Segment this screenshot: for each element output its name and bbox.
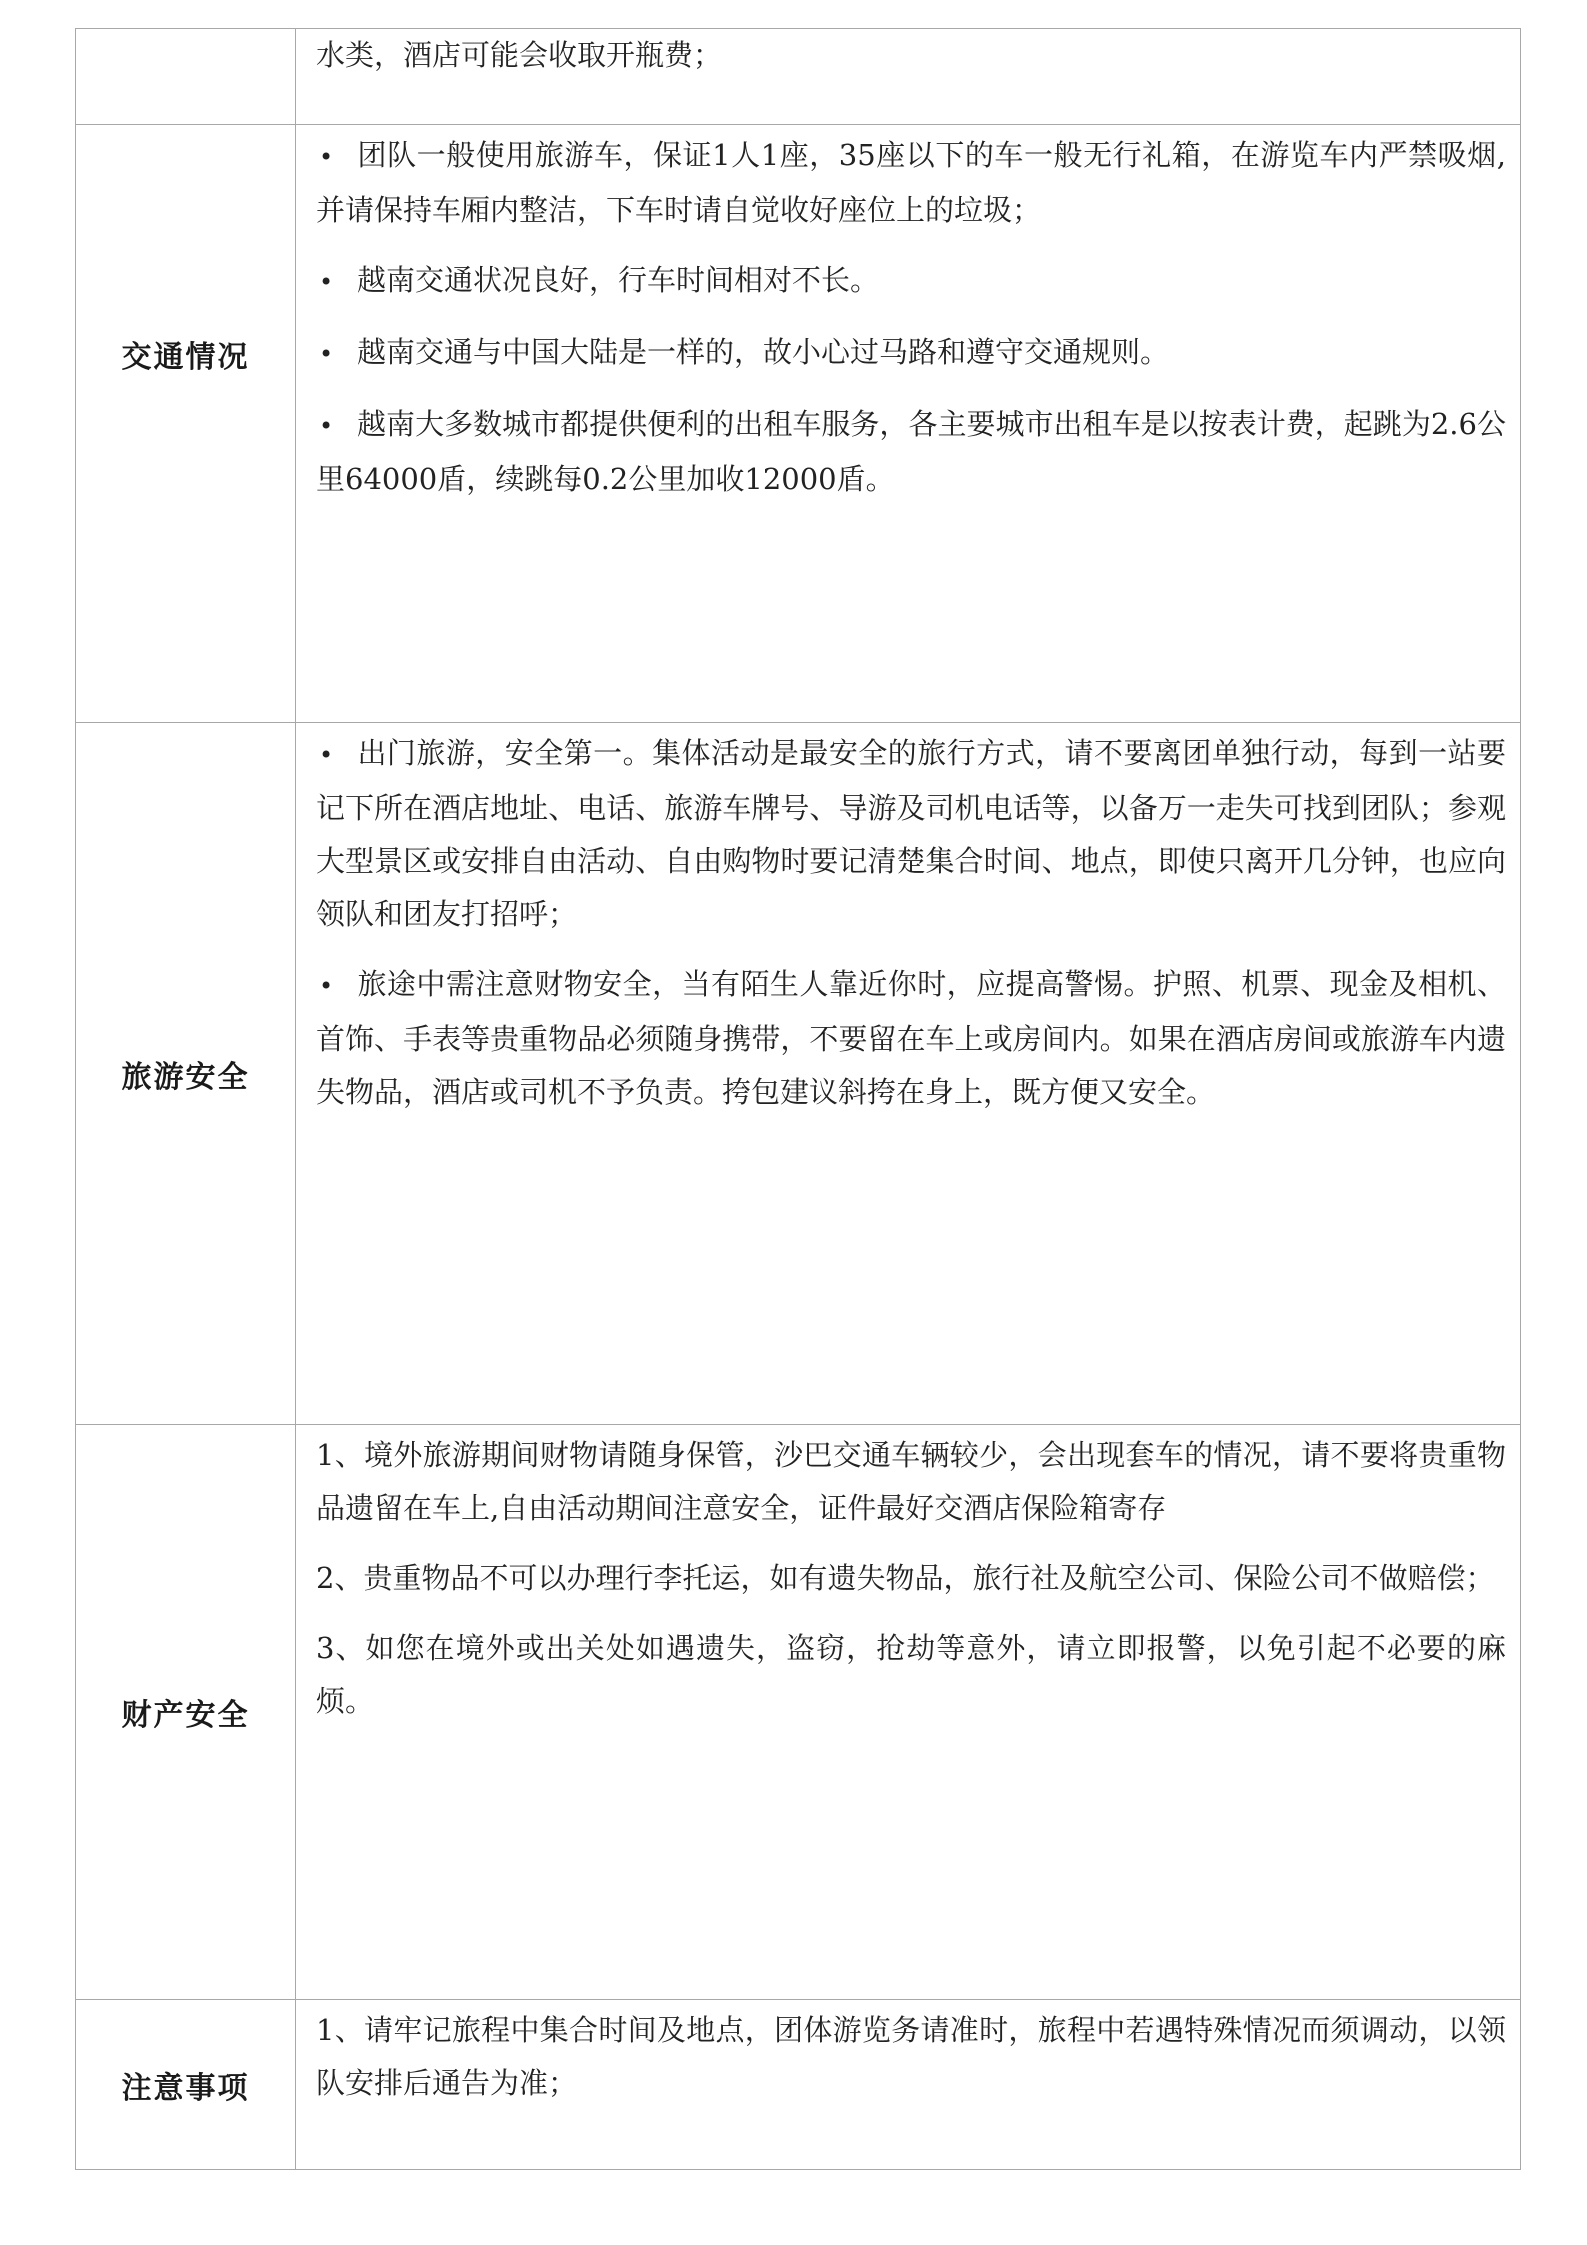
paragraph [316,29,1506,82]
paragraph-text: 旅途中需注意财物安全，当有陌生人靠近你时，应提高警惕。护照、机票、现金及相机、首饰、手表等贵重物品必须随身携带，不要留在车上或房间内。如果在酒店房间或旅游车内遗失物品，酒店或司机不予负责。挎包建议斜挎在身上，既方便又安全。 [316,967,1506,1109]
bullet-icon: • [319,268,334,296]
bullet-icon: • [319,143,334,171]
table-row [76,125,1521,723]
paragraph [316,958,1506,1119]
table-row [76,723,1521,1425]
paragraph [316,326,1506,381]
paragraph [316,2004,1506,2110]
row-content-cell [296,1425,1521,2000]
row-label-cell [76,125,296,723]
paragraph [316,129,1506,237]
paragraph-text: 越南交通与中国大陆是一样的，故小心过马路和遵守交通规则。 [357,335,1170,369]
travel-notes-table [75,28,1521,2170]
paragraph-text: 团队一般使用旅游车，保证1人1座，35座以下的车一般无行礼箱，在游览车内严禁吸烟,并请保持车厢内整洁，下车时请自觉收好座位上的垃圾； [316,138,1506,227]
bullet-icon: • [319,340,334,368]
paragraph [316,254,1506,309]
bullet-icon: • [319,741,334,769]
row-label-cell [76,29,296,125]
paragraph-text: 越南交通状况良好，行车时间相对不长。 [357,263,880,297]
row-label: 旅游安全 [121,1059,250,1095]
paragraph-text: 1、境外旅游期间财物请随身保管，沙巴交通车辆较少，会出现套车的情况，请不要将贵重物品遗留在车上,自由活动期间注意安全，证件最好交酒店保险箱寄存 [316,1438,1506,1525]
bullet-icon: • [319,412,334,440]
table-row [76,2000,1521,2170]
paragraph [316,727,1506,941]
table-row [76,1425,1521,2000]
row-label: 交通情况 [121,340,250,375]
row-content-cell [296,29,1521,125]
paragraph-text: 水类，酒店可能会收取开瓶费； [316,38,723,72]
row-content-cell [296,723,1521,1425]
paragraph-text: 越南大多数城市都提供便利的出租车服务，各主要城市出租车是以按表计费，起跳为2.6公里64000盾，续跳每0.2公里加收12000盾。 [316,407,1506,496]
bullet-icon: • [319,972,334,1000]
paragraph [316,398,1506,506]
paragraph [316,1429,1506,1535]
paragraph-text: 2、贵重物品不可以办理行李托运，如有遗失物品，旅行社及航空公司、保险公司不做赔偿； [316,1561,1495,1595]
table-row [76,29,1521,125]
row-label-cell [76,2000,296,2170]
row-label: 注意事项 [121,2070,250,2106]
row-label-cell [76,723,296,1425]
row-content-cell [296,125,1521,723]
row-label: 财产安全 [121,1698,250,1733]
paragraph-text: 1、请牢记旅程中集合时间及地点，团体游览务请准时，旅程中若遇特殊情况而须调动，以领队安排后通告为准； [316,2013,1506,2100]
row-label-cell [76,1425,296,2000]
paragraph [316,1622,1506,1728]
row-content-cell [296,2000,1521,2170]
paragraph-text: 出门旅游，安全第一。集体活动是最安全的旅行方式，请不要离团单独行动，每到一站要记下所在酒店地址、电话、旅游车牌号、导游及司机电话等，以备万一走失可找到团队；参观大型景区或安排自由活动、自由购物时要记清楚集合时间、地点，即使只离开几分钟，也应向领队和团友打招呼； [316,736,1506,931]
paragraph-text: 3、如您在境外或出关处如遇遗失，盗窃，抢劫等意外，请立即报警，以免引起不必要的麻烦。 [316,1631,1506,1718]
paragraph [316,1552,1506,1605]
